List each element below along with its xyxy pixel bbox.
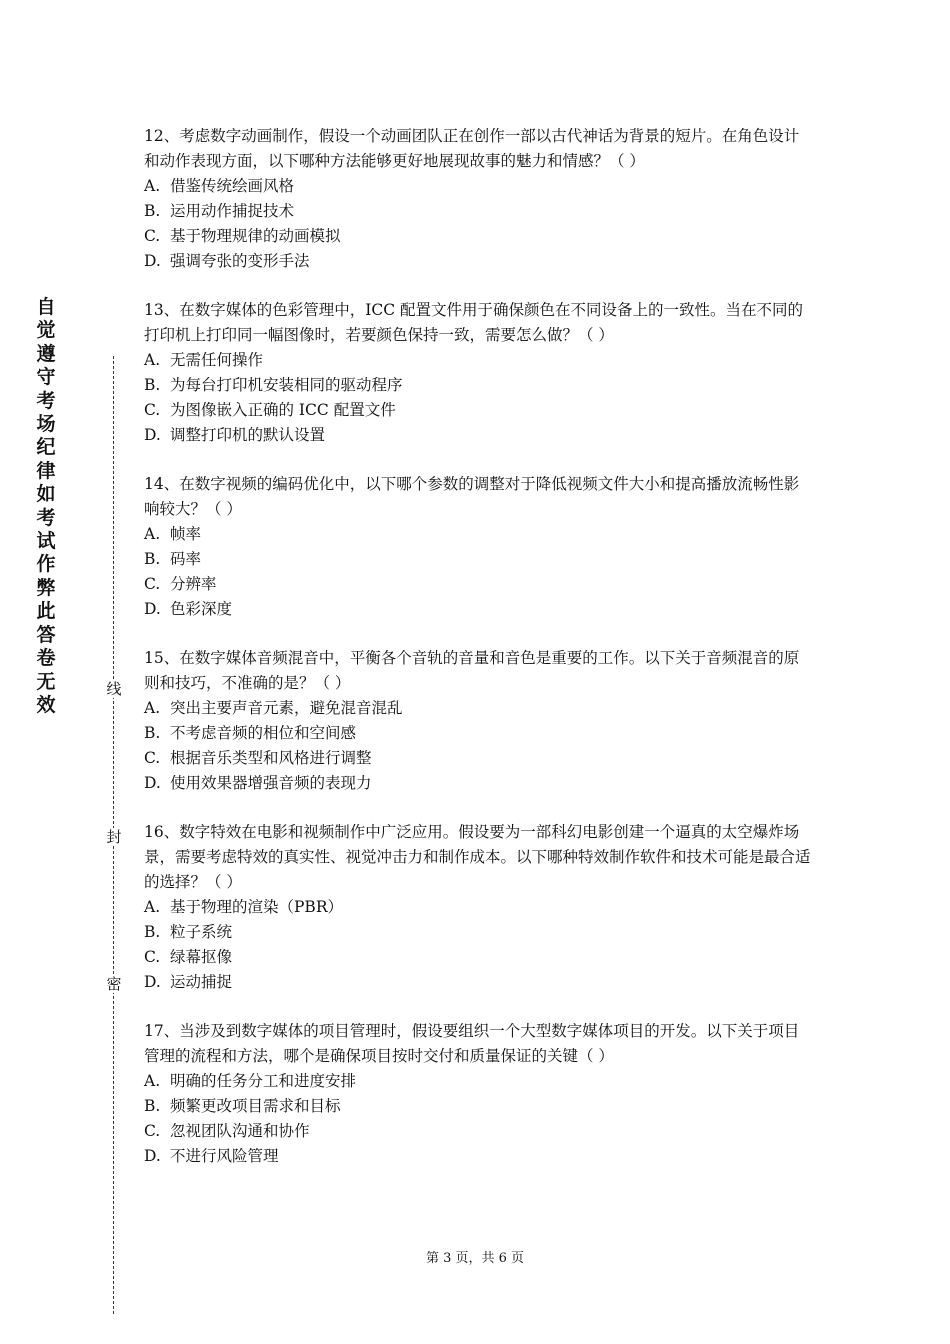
option-d: D. 运动捕捉 — [144, 973, 233, 991]
option-b: B. 粒子系统 — [144, 923, 233, 941]
exam-discipline-notice: 自觉遵守考场纪律如考试作弊此答卷无效 — [36, 296, 56, 716]
question-16 — [144, 820, 812, 995]
question-12 — [144, 124, 812, 274]
option-c: C. 绿幕抠像 — [144, 948, 233, 966]
option-d: D. 强调夸张的变形手法 — [144, 252, 310, 270]
option-a: A. 帧率 — [144, 525, 202, 543]
option-b: B. 频繁更改项目需求和目标 — [144, 1097, 341, 1115]
option-a: A. 基于物理的渲染（PBR） — [144, 898, 343, 916]
option-a: A. 明确的任务分工和进度安排 — [144, 1072, 357, 1090]
option-d: D. 色彩深度 — [144, 600, 233, 618]
binding-label-secret: 密 — [104, 975, 124, 993]
binding-label-line: 线 — [104, 680, 124, 698]
question-stem: 13、在数字媒体的色彩管理中，ICC 配置文件用于确保颜色在不同设备上的一致性。当在不同的打印机上打印同一幅图像时，若要颜色保持一致，需要怎么做？（ ） — [144, 301, 803, 344]
option-a: A. 借鉴传统绘画风格 — [144, 177, 295, 195]
question-stem: 17、当涉及到数字媒体的项目管理时，假设要组织一个大型数字媒体项目的开发。以下关于项目管理的流程和方法，哪个是确保项目按时交付和质量保证的关键（ ） — [144, 1022, 800, 1065]
question-13 — [144, 298, 812, 448]
option-c: C. 忽视团队沟通和协作 — [144, 1122, 310, 1140]
question-stem: 15、在数字媒体音频混音中，平衡各个音轨的音量和音色是重要的工作。以下关于音频混音的原则和技巧，不准确的是？（ ） — [144, 649, 800, 692]
question-stem: 16、数字特效在电影和视频制作中广泛应用。假设要为一部科幻电影创建一个逼真的太空爆炸场景，需要考虑特效的真实性、视觉冲击力和制作成本。以下哪种特效制作软件和技术可能是最合适的选择？（ ） — [144, 823, 811, 891]
option-b: B. 不考虑音频的相位和空间感 — [144, 724, 357, 742]
option-c: C. 分辨率 — [144, 575, 217, 593]
option-b: B. 为每台打印机安装相同的驱动程序 — [144, 376, 403, 394]
option-a: A. 无需任何操作 — [144, 351, 264, 369]
question-stem: 14、在数字视频的编码优化中，以下哪个参数的调整对于降低视频文件大小和提高播放流畅性影响较大？（ ） — [144, 475, 800, 518]
question-15 — [144, 646, 812, 796]
question-17 — [144, 1019, 812, 1169]
option-a: A. 突出主要声音元素，避免混音混乱 — [144, 699, 403, 717]
option-d: D. 调整打印机的默认设置 — [144, 426, 326, 444]
question-14 — [144, 472, 812, 622]
option-c: C. 根据音乐类型和风格进行调整 — [144, 749, 372, 767]
question-list — [144, 124, 812, 1193]
option-b: B. 码率 — [144, 550, 202, 568]
question-stem: 12、考虑数字动画制作，假设一个动画团队正在创作一部以古代神话为背景的短片。在角色设计和动作表现方面，以下哪种方法能够更好地展现故事的魅力和情感？（ ） — [144, 127, 800, 170]
option-b: B. 运用动作捕捉技术 — [144, 202, 295, 220]
option-c: C. 为图像嵌入正确的 ICC 配置文件 — [144, 401, 396, 419]
option-d: D. 不进行风险管理 — [144, 1147, 279, 1165]
option-c: C. 基于物理规律的动画模拟 — [144, 227, 341, 245]
page-number: 第 3 页，共 6 页 — [425, 1251, 525, 1266]
option-d: D. 使用效果器增强音频的表现力 — [144, 774, 372, 792]
binding-label-seal: 封 — [104, 828, 124, 846]
